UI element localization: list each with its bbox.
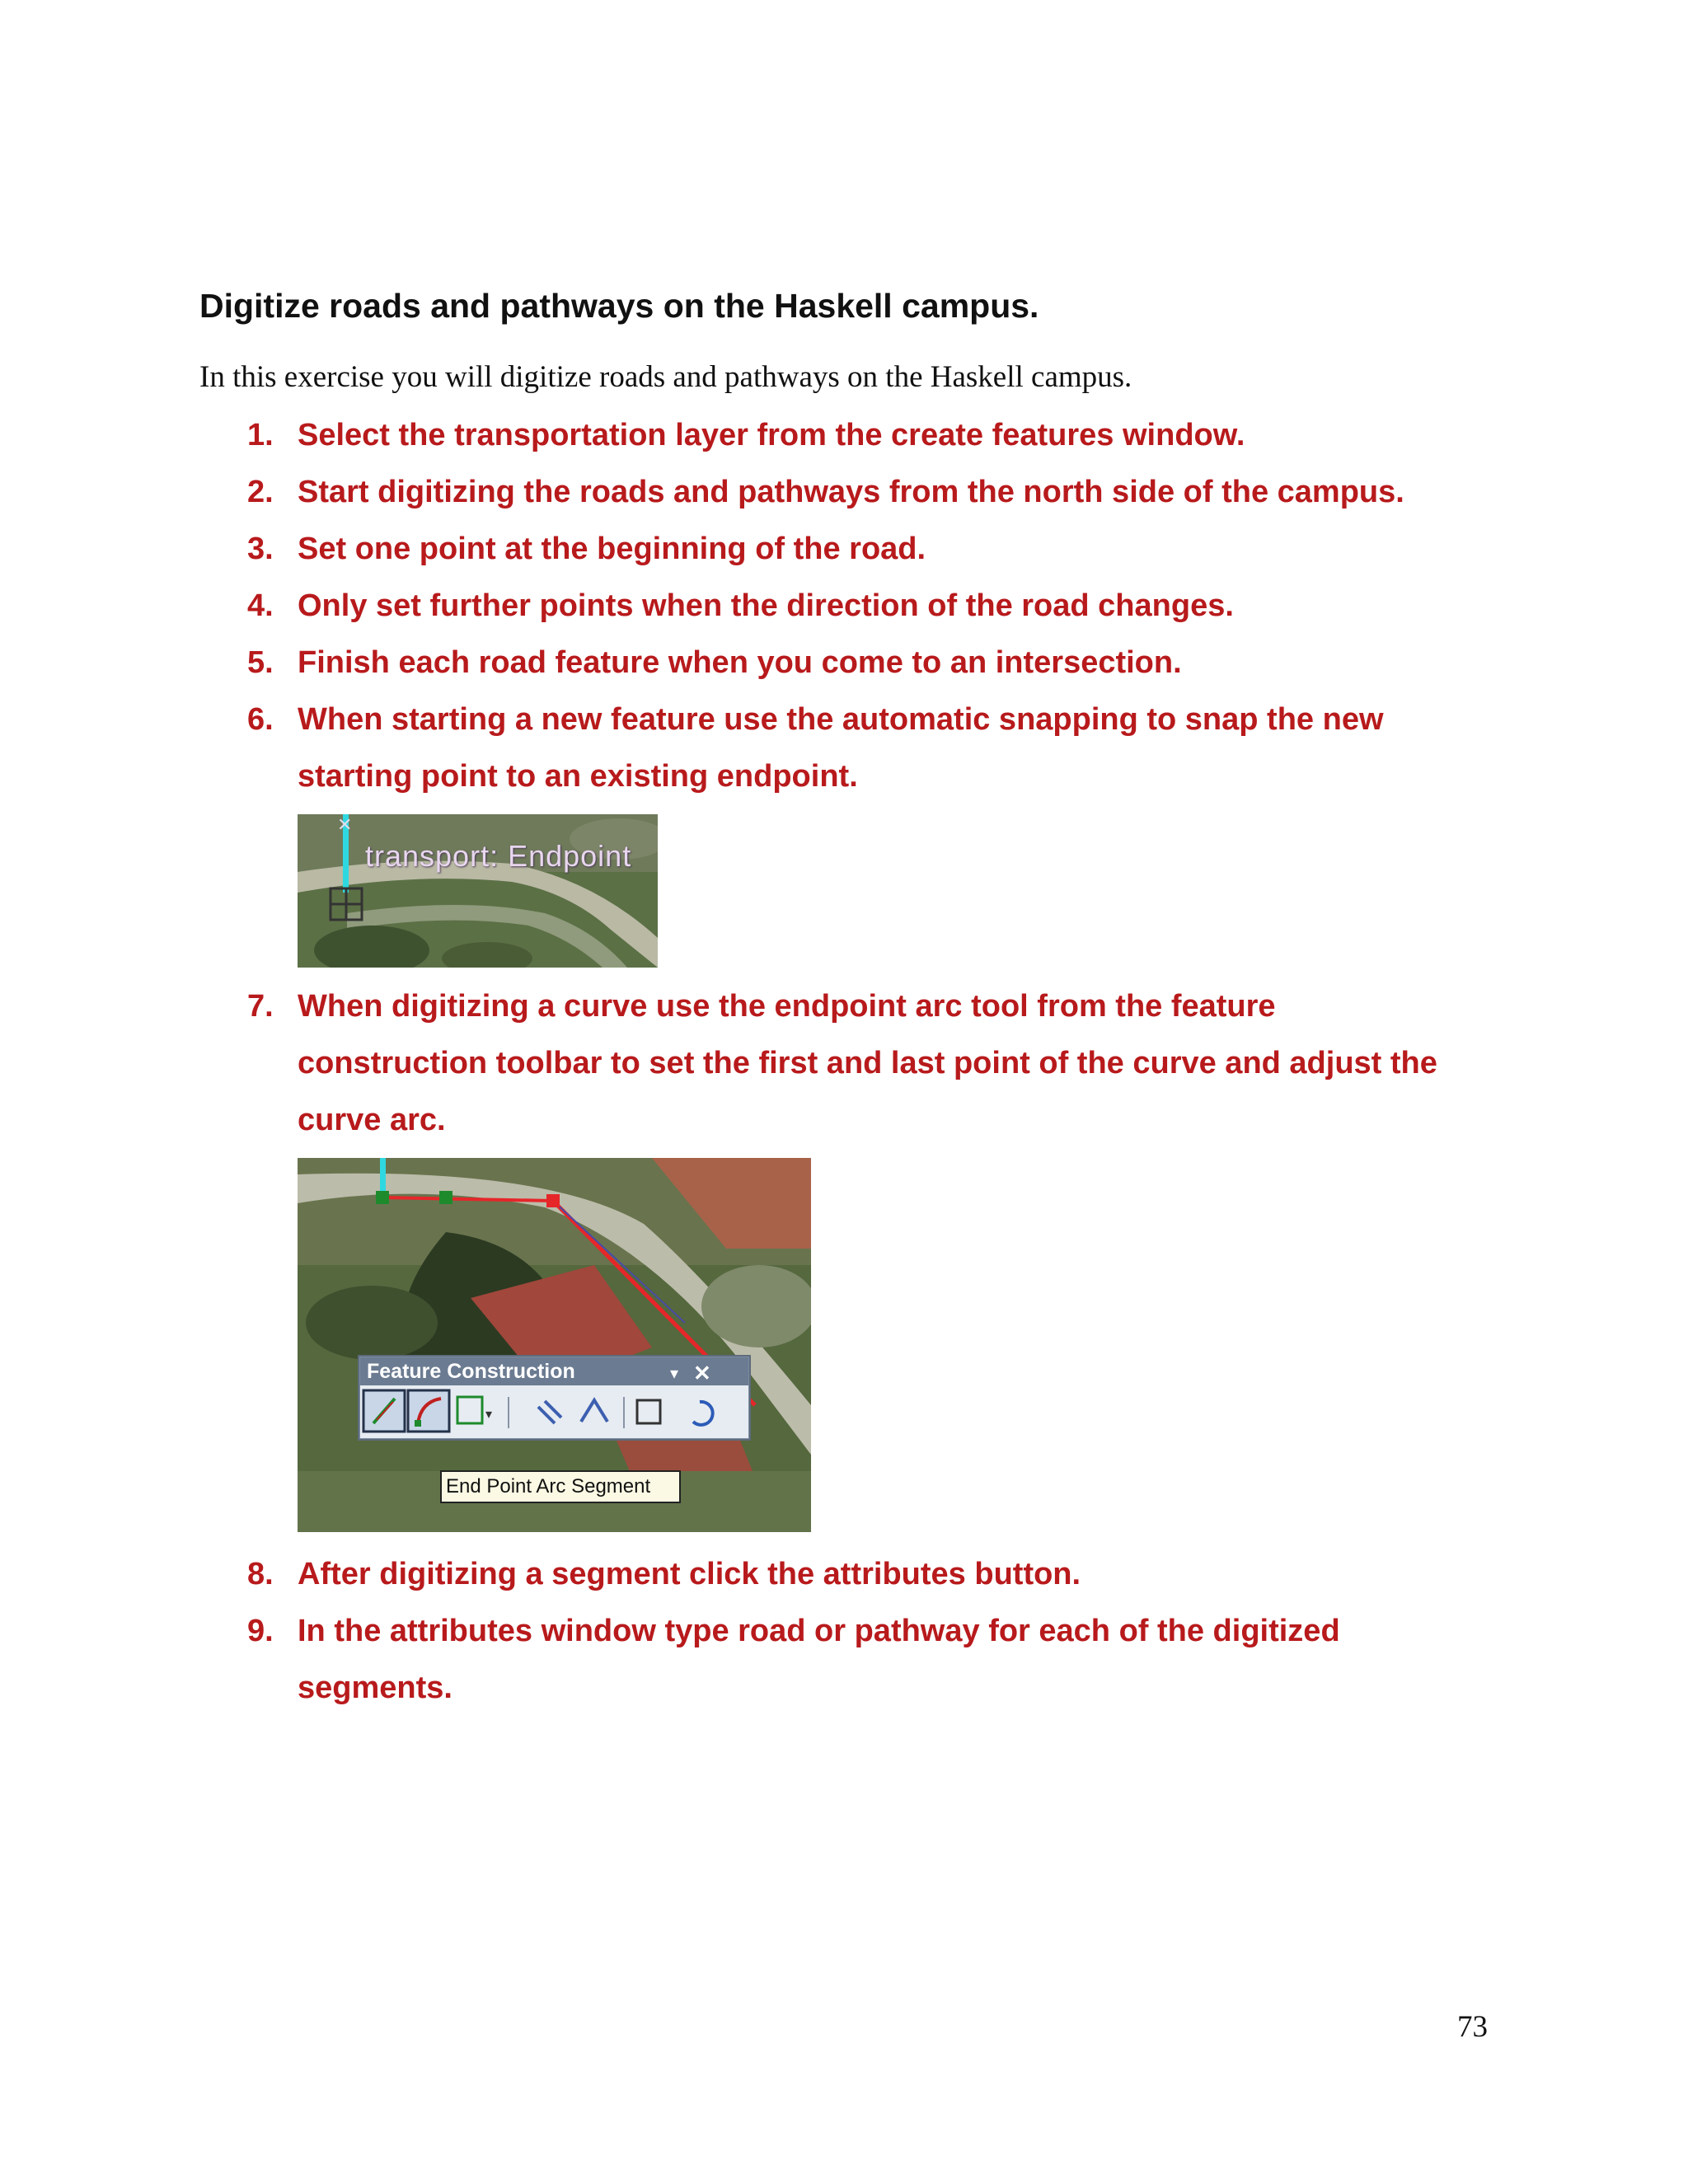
tooltip-label: End Point Arc Segment	[446, 1475, 651, 1497]
page-number: 73	[1457, 2010, 1488, 2044]
step-text: Finish each road feature when you come to an intersection.	[298, 645, 1182, 680]
aerial-image	[298, 814, 658, 968]
step-text: In the attributes window type road or pathway for each of the digitized segments.	[298, 1614, 1340, 1705]
step-text: When digitizing a curve use the endpoint arc tool from the feature construction toolbar to set the first and last point of the curve and adjust the curve arc.	[298, 989, 1437, 1137]
section-heading: Digitize roads and pathways on the Haskell campus.	[199, 287, 1039, 325]
step-text: Start digitizing the roads and pathways from the north side of the campus.	[298, 475, 1404, 509]
arc-tool-screenshot	[298, 1158, 811, 1532]
step-text: Select the transportation layer from the create features window.	[298, 418, 1245, 452]
intro-paragraph: In this exercise you will digitize roads and pathways on the Haskell campus.	[199, 360, 1132, 394]
toolbar-title: Feature Construction	[367, 1360, 575, 1383]
step-number: 5.	[247, 645, 274, 680]
step-number: 4.	[247, 588, 274, 623]
step-number: 3.	[247, 532, 274, 566]
step-text: Set one point at the beginning of the road.	[298, 532, 926, 566]
step-number: 6.	[247, 702, 274, 737]
step-text: When starting a new feature use the automatic snapping to snap the new starting point to an existing endpoint.	[298, 702, 1384, 794]
svg-text:✕: ✕	[693, 1361, 711, 1385]
step-number: 1.	[247, 418, 274, 452]
svg-text:▾: ▾	[670, 1365, 679, 1383]
step-number: 8.	[247, 1557, 274, 1591]
snap-tip-label: transport: Endpoint	[365, 839, 632, 873]
step-number: 2.	[247, 475, 274, 509]
snapping-screenshot	[298, 814, 658, 968]
step-text: Only set further points when the direction of the road changes.	[298, 588, 1234, 623]
step-text: After digitizing a segment click the attributes button.	[298, 1557, 1081, 1591]
svg-text:▾: ▾	[485, 1408, 493, 1422]
svg-text:✕: ✕	[337, 814, 353, 835]
step-number: 7.	[247, 989, 274, 1024]
step-number: 9.	[247, 1614, 274, 1648]
